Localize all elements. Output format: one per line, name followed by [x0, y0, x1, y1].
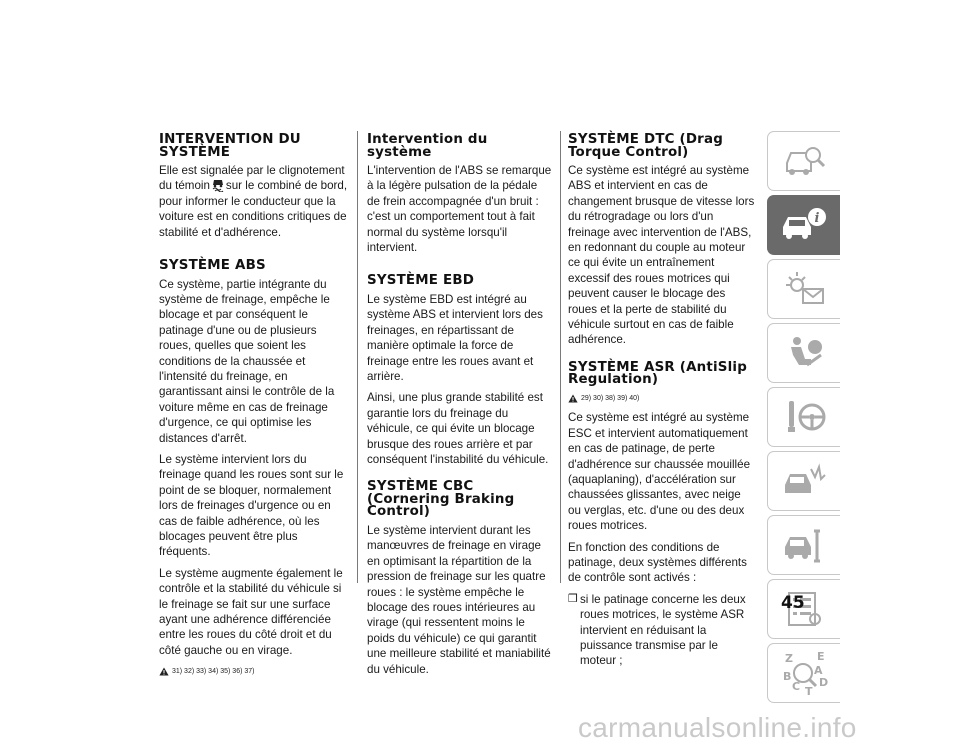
tab-alphabet-index[interactable]: [767, 643, 840, 703]
paragraph-ebd-2: Ainsi, une plus grande stabilité est garantie lors du freinage du véhicule, ce qui évite un blocage brusque des roues arrière et par conséquent l'instabilité du véhicule.: [367, 391, 549, 466]
index-letter: E: [817, 650, 825, 663]
index-letter: A: [814, 664, 823, 677]
column-1: [159, 134, 351, 680]
tab-car-crash[interactable]: [767, 451, 840, 511]
paragraph-abs-3: Le système augmente également le contrôle et la stabilité du véhicule si le freinage se fait sur une surface ayant une adhérence différenciée entre les roues du côté droit et du côté gauche ou en virage.: [159, 566, 343, 657]
heading-systeme-dtc: SYSTÈME DTC (Drag Torque Control): [568, 132, 723, 160]
paragraph-asr-1: Ce système est intégré au système ESC et intervient automatiquement en cas de patinage, de perte d'adhérence sur chaussée mouillée (aquaplaning), d'accélération sur chaussées glissantes, avec neige ou verglas, etc. d'une ou des deux roues motrices.: [568, 411, 751, 533]
tab-warning-lights[interactable]: [767, 259, 840, 319]
car-magnifier-icon: [781, 141, 827, 181]
warning-refs-text: 31) 32) 33) 34) 35) 36) 37): [172, 668, 255, 676]
tab-car-wrench[interactable]: [767, 515, 840, 575]
paragraph-temoin: [159, 163, 351, 240]
paragraph-asr-2: En fonction des conditions de patinage, deux systèmes différents de contrôle sont activés :: [568, 540, 747, 585]
warning-references: [159, 664, 351, 679]
tab-car-magnifier[interactable]: [767, 131, 840, 191]
column-3: [568, 134, 756, 669]
tab-steering-wheel[interactable]: [767, 387, 840, 447]
asr-warning-references: [568, 391, 756, 406]
index-letter: B: [783, 670, 792, 683]
steering-wheel-icon: [781, 397, 827, 437]
heading-systeme-abs: SYSTÈME ABS: [159, 258, 266, 274]
bullet-item-text: si le patinage concerne les deux roues motrices, le système ASR intervient en réduisant la puissance transmise par le moteur ;: [580, 592, 746, 668]
heading-intervention-systeme: INTERVENTION DU SYSTÈME: [159, 132, 301, 160]
paragraph-cbc: Le système intervient durant les manœuvres de freinage en virage en optimisant la répartition de la pression de freinage sur les quatre roues : le système empêche le blocage des roues intérieures au virage (qui ressentent moins le poids du véhicule) ce qui garantit une meilleure stabilité et maniabilité du véhicule.: [367, 523, 551, 676]
paragraph-temoin-part2: sur le combiné de bord, pour informer le conducteur que la voiture est en conditions critiques de stabilité et d'adhérence.: [159, 179, 348, 239]
heading-intervention-du-systeme: Intervention du système: [367, 132, 488, 160]
asr-warning-refs-text: 29) 30) 38) 39) 40): [581, 394, 640, 402]
paragraph-abs-1: Ce système, partie intégrante du système de freinage, empêche le blocage et par conséquent le patinage d'une ou de plusieurs roues, quelles que soient les conditions de la chaussée et l'intensité du freinage, en garantissant ainsi le contrôle de la voiture même en cas de freinage d'urgence, ce qui optimise les distances d'arrêt.: [159, 277, 335, 445]
warning-triangle-icon: [159, 667, 169, 676]
airbag-seat-icon: [781, 333, 827, 373]
page-number: 45: [781, 593, 805, 613]
tab-car-info[interactable]: [767, 195, 840, 255]
heading-systeme-ebd: SYSTÈME EBD: [367, 273, 475, 289]
car-wrench-icon: [781, 525, 827, 565]
svg-text:i: i: [814, 211, 820, 226]
paragraph-ebd-1: Le système EBD est intégré au système ABS et intervient lors des freinages, en répartissant de manière optimale la force de freinage entre les roues avant et arrière.: [367, 292, 543, 383]
tab-airbag-seat[interactable]: [767, 323, 840, 383]
watermark: carmanualsonline.info: [578, 712, 857, 743]
column-2: [367, 134, 553, 683]
car-crash-icon: [781, 461, 827, 501]
paragraph-temoin-part1: Elle est signalée par le clignotement du témoin: [159, 164, 345, 193]
index-letter: C: [792, 680, 801, 693]
warning-lights-icon: [781, 269, 827, 309]
heading-systeme-cbc: SYSTÈME CBC (Cornering Braking Control): [367, 479, 515, 520]
warning-triangle-icon: [568, 394, 578, 403]
index-letter: T: [805, 685, 813, 696]
heading-systeme-asr: SYSTÈME ASR (AntiSlip Regulation): [568, 359, 747, 388]
alphabet-index-icon: [779, 650, 829, 696]
paragraph-abs-2: Le système intervient lors du freinage quand les roues sont sur le point de se bloquer, normalement lors de freinages d'urgence ou en cas de faible adhérence, où les blocages peuvent être plus fréquents.: [159, 453, 344, 559]
chapter-tabs: [767, 131, 840, 707]
index-letter: Z: [785, 652, 793, 665]
column-divider-1: [357, 131, 358, 583]
paragraph-dtc: Ce système est intégré au système ABS et intervient en cas de changement brusque de vitesse lors du rétrogradage ou lors d'un freinage avec intervention de l'ABS, en redonnant du couple au moteur ce qui évite un entraînement excessif des roues motrices qui peuvent causer le blocage des roues et la perte de stabilité du véhicule surtout en cas de faible adhérence.: [568, 164, 755, 347]
skid-car-icon: [211, 178, 225, 192]
car-info-icon: [779, 205, 829, 245]
index-letter: D: [819, 676, 829, 689]
bullet-item: [568, 592, 756, 669]
paragraph-abs-pulsation: L'intervention de l'ABS se remarque à la légère pulsation de la pédale de frein accompagnée d'un bruit : c'est un comportement tout à fait normal du système lorsqu'il intervient.: [367, 164, 552, 255]
checkbox-bullet-icon: ❒: [568, 592, 578, 605]
column-divider-2: [560, 131, 561, 583]
